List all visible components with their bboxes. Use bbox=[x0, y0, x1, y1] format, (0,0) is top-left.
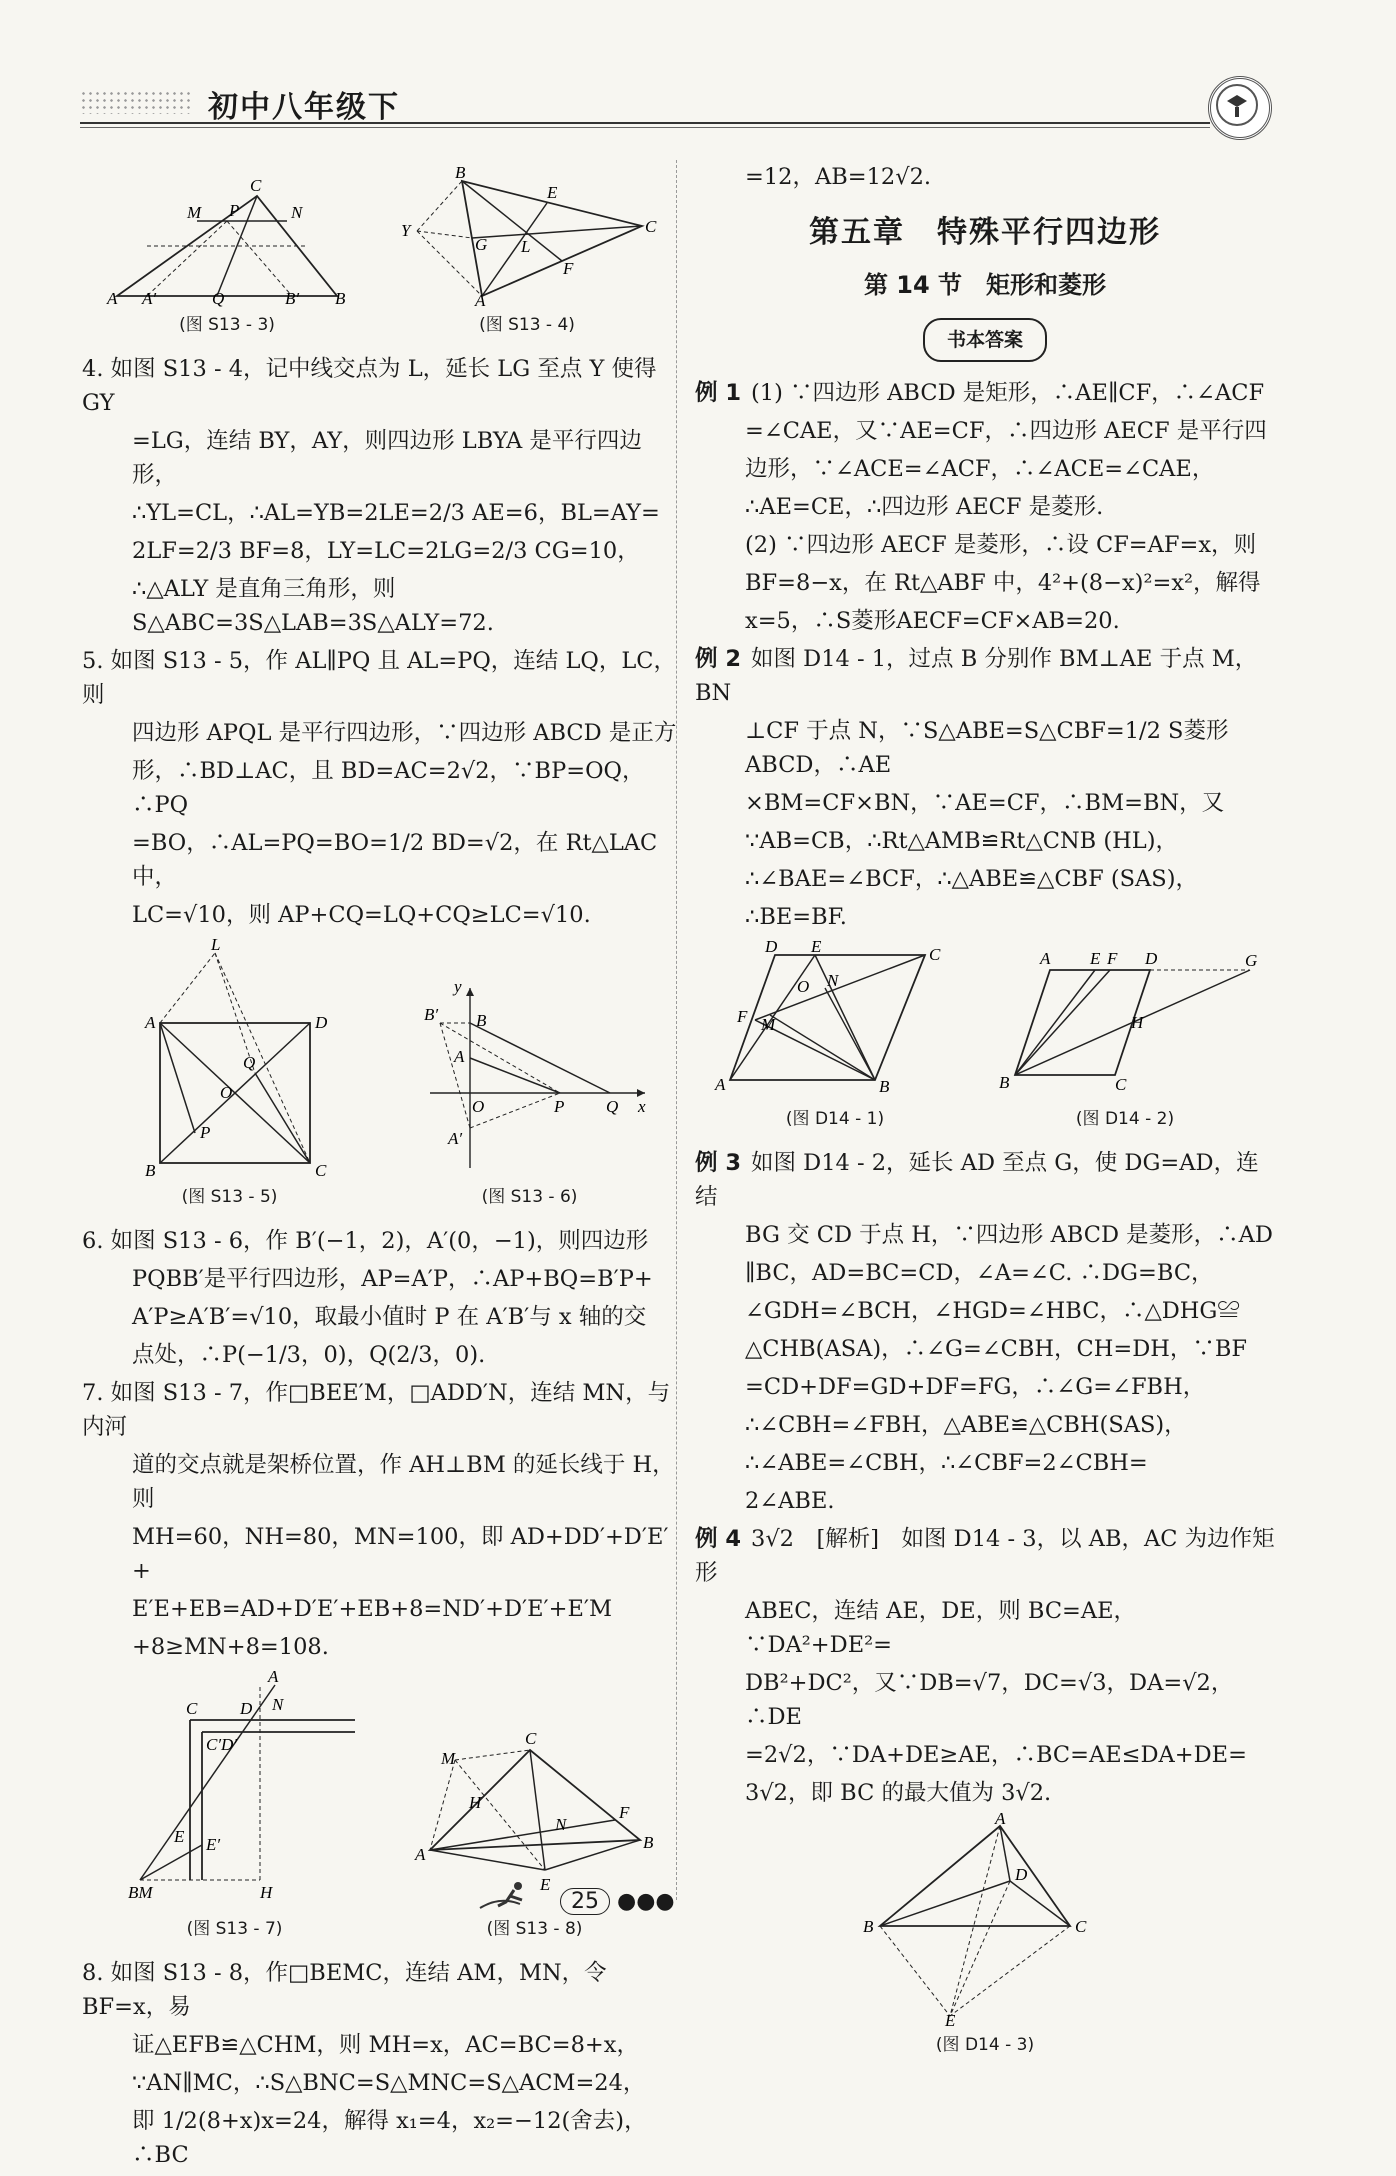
example-3-label: 例 3 bbox=[695, 1150, 741, 1176]
svg-text:D: D bbox=[765, 937, 778, 956]
answer-badge: 书本答案 bbox=[923, 318, 1047, 362]
answer-4-line: 4. 如图 S13 - 4，记中线交点为 L，延长 LG 至点 Y 使得 GY bbox=[82, 356, 657, 416]
emblem-icon bbox=[1208, 76, 1272, 140]
svg-text:H: H bbox=[1131, 1013, 1144, 1032]
answer-5-line: 形，∴BD⊥AC，且 BD=AC=2√2，∵BP=OQ，∴PQ bbox=[132, 758, 645, 818]
caption-d14-1: (图 D14 - 1) bbox=[785, 1109, 885, 1129]
svg-text:M: M bbox=[187, 203, 202, 222]
figure-s13-3 bbox=[107, 176, 347, 342]
page-number-value: 25 bbox=[560, 1888, 610, 1915]
svg-text:H: H bbox=[468, 1793, 481, 1812]
example-2-line: ×BM=CF×BN，∵AE=CF，∴BM=BN，又 bbox=[745, 790, 1225, 816]
svg-text:P: P bbox=[199, 1123, 210, 1142]
answer-4-line: =LG，连结 BY，AY，则四边形 LBYA 是平行四边形， bbox=[132, 428, 642, 488]
svg-text:O: O bbox=[797, 977, 810, 996]
svg-text:E′: E′ bbox=[205, 1835, 220, 1854]
svg-text:B: B bbox=[642, 1833, 653, 1852]
caption-s13-8: (图 S13 - 8) bbox=[486, 1919, 583, 1939]
example-3-line: ∠GDH=∠BCH，∠HGD=∠HBC，∴△DHG≌ bbox=[745, 1298, 1240, 1324]
svg-text:C′D′: C′D′ bbox=[205, 1735, 237, 1754]
svg-text:B: B bbox=[863, 1917, 874, 1936]
svg-text:N: N bbox=[827, 971, 839, 990]
svg-text:B: B bbox=[999, 1073, 1010, 1092]
answer-6-line: 6. 如图 S13 - 6，作 B′(−1，2)，A′(0，−1)，则四边形 bbox=[82, 1228, 649, 1254]
svg-text:F: F bbox=[1107, 949, 1118, 968]
answer-7-line: E′E+EB=AD+D′E′+EB+8=ND′+D′E′+E′M bbox=[132, 1596, 613, 1622]
figure-s13-5 bbox=[115, 935, 345, 1214]
example-4-label: 例 4 bbox=[695, 1526, 741, 1552]
example-3-line: ∴∠ABE=∠CBH，∴∠CBF=2∠CBH= bbox=[745, 1450, 1148, 1476]
svg-text:A: A bbox=[475, 291, 486, 310]
example-3-line: =CD+DF=GD+DF=FG，∴∠G=∠FBH， bbox=[745, 1374, 1206, 1400]
svg-text:D: D bbox=[1015, 1865, 1028, 1884]
answer-7-line: 7. 如图 S13 - 7，作□BEE′M，□ADD′N，连结 MN，与内河 bbox=[82, 1380, 671, 1440]
svg-text:B′: B′ bbox=[423, 1005, 438, 1024]
svg-text:E: E bbox=[1090, 949, 1101, 968]
answer-7 bbox=[82, 1376, 682, 1664]
caption-d14-3: (图 D14 - 3) bbox=[935, 2035, 1035, 2055]
svg-text:A: A bbox=[1040, 949, 1051, 968]
example-2-line: ∵AB=CB，∴Rt△AMB≌Rt△CNB (HL)， bbox=[745, 828, 1178, 854]
svg-text:O: O bbox=[219, 1083, 232, 1102]
svg-text:D: D bbox=[239, 1699, 252, 1718]
svg-text:x: x bbox=[637, 1097, 646, 1116]
svg-text:D: D bbox=[314, 1013, 327, 1032]
svg-text:C: C bbox=[929, 945, 941, 964]
svg-text:A: A bbox=[453, 1047, 464, 1066]
svg-text:C: C bbox=[1115, 1075, 1127, 1094]
svg-text:E: E bbox=[811, 937, 822, 956]
page-header bbox=[80, 78, 1260, 128]
example-4 bbox=[695, 1522, 1275, 1810]
svg-text:B: B bbox=[144, 1161, 155, 1180]
svg-text:A: A bbox=[715, 1075, 726, 1094]
svg-text:A: A bbox=[267, 1667, 278, 1686]
example-3-line: △CHB(ASA)，∴∠G=∠CBH，CH=DH，∵BF bbox=[745, 1336, 1248, 1362]
header-rule-thin bbox=[80, 127, 1210, 128]
figure-row-d14-3 bbox=[695, 1809, 1275, 2062]
example-3-line: 2∠ABE. bbox=[745, 1488, 835, 1514]
answer-8-line: 即 1/2(8+x)x=24，解得 x₁=4，x₂=−12(舍去)，∴BC bbox=[132, 2108, 647, 2168]
figure-s13-4 bbox=[397, 163, 657, 342]
svg-text:N: N bbox=[291, 203, 303, 222]
example-3 bbox=[695, 1146, 1275, 1518]
answer-8-line: 证△EFB≌△CHM，则 MH=x，AC=BC=8+x， bbox=[132, 2032, 639, 2058]
caption-s13-4: (图 S13 - 4) bbox=[479, 315, 575, 335]
svg-text:N: N bbox=[271, 1695, 283, 1714]
svg-text:L: L bbox=[210, 935, 220, 954]
continuation-line: =12，AB=12√2. bbox=[745, 164, 932, 190]
svg-text:H: H bbox=[259, 1883, 272, 1902]
svg-text:A: A bbox=[414, 1845, 425, 1864]
example-1-label: 例 1 bbox=[695, 380, 741, 406]
answer-8-line: 8. 如图 S13 - 8，作□BEMC，连结 AM，MN，令 BF=x，易 bbox=[82, 1960, 607, 2020]
figure-row-s13-5-6 bbox=[82, 935, 682, 1214]
answer-5-line: 四边形 APQL 是平行四边形，∵四边形 ABCD 是正方 bbox=[132, 720, 677, 746]
caption-s13-6: (图 S13 - 6) bbox=[481, 1187, 578, 1207]
example-2-line: 如图 D14 - 1，过点 B 分别作 BM⊥AE 于点 M，BN bbox=[695, 646, 1258, 706]
svg-text:B: B bbox=[475, 1011, 486, 1030]
example-3-line: BG 交 CD 于点 H，∵四边形 ABCD 是菱形，∴AD bbox=[745, 1222, 1273, 1248]
figure-d14-1 bbox=[715, 937, 955, 1136]
svg-text:Q: Q bbox=[242, 1053, 255, 1072]
svg-text:B: B bbox=[455, 163, 466, 182]
svg-text:M: M bbox=[761, 1015, 776, 1034]
svg-text:A′: A′ bbox=[142, 289, 157, 308]
svg-text:C: C bbox=[1075, 1917, 1087, 1936]
svg-text:G: G bbox=[475, 235, 488, 254]
svg-text:Y: Y bbox=[401, 221, 411, 240]
answer-7-line: +8≥MN+8=108. bbox=[132, 1634, 329, 1660]
answer-5-line: =BO，∴AL=PQ=BO=1/2 BD=√2，在 Rt△LAC 中， bbox=[132, 830, 658, 890]
example-1-line: =∠CAE，又∵AE=CF，∴四边形 AECF 是平行四 bbox=[745, 418, 1267, 444]
answer-6 bbox=[82, 1224, 682, 1372]
answer-4-line: 2LF=2/3 BF=8，LY=LC=2LG=2/3 CG=10， bbox=[132, 538, 640, 564]
answer-6-line: 点处，∴P(−1/3，0)，Q(2/3，0). bbox=[132, 1342, 486, 1368]
svg-text:Q: Q bbox=[605, 1097, 618, 1116]
left-column bbox=[82, 160, 682, 2176]
svg-text:F: F bbox=[737, 1007, 748, 1026]
example-4-line: =2√2，∵DA+DE≥AE，∴BC=AE≤DA+DE= bbox=[745, 1742, 1247, 1768]
svg-text:C: C bbox=[645, 217, 657, 236]
answer-4-line: ∴YL=CL，∴AL=YB=2LE=2/3 AE=6，BL=AY= bbox=[132, 500, 660, 526]
svg-text:E: E bbox=[539, 1875, 550, 1894]
figure-s13-6 bbox=[410, 978, 650, 1214]
example-4-line: DB²+DC²，又∵DB=√7，DC=√3，DA=√2，∴DE bbox=[745, 1670, 1234, 1730]
svg-text:E: E bbox=[945, 2011, 956, 2030]
figure-row-d14-1-2 bbox=[695, 937, 1275, 1136]
example-3-line: ∴∠CBH=∠FBH，△ABE≌△CBH(SAS)， bbox=[745, 1412, 1187, 1438]
svg-text:y: y bbox=[453, 977, 462, 996]
svg-text:F: F bbox=[563, 259, 574, 278]
example-3-line: ∥BC，AD=BC=CD，∠A=∠C. ∴DG=BC， bbox=[745, 1260, 1214, 1286]
caption-s13-3: (图 S13 - 3) bbox=[179, 315, 275, 335]
svg-text:BM: BM bbox=[127, 1883, 153, 1902]
svg-text:B: B bbox=[335, 289, 346, 308]
example-1-line: x=5，∴S菱形AECF=CF×AB=20. bbox=[745, 608, 1120, 634]
svg-text:P: P bbox=[229, 201, 240, 220]
answer-5-line: 5. 如图 S13 - 5，作 AL∥PQ 且 AL=PQ，连结 LQ，LC，则 bbox=[82, 648, 676, 708]
svg-text:C: C bbox=[314, 1161, 326, 1180]
answer-4-line: ∴△ALY 是直角三角形，则 S△ABC=3S△LAB=3S△ALY=72. bbox=[132, 576, 494, 636]
svg-text:B′: B′ bbox=[285, 289, 300, 308]
answer-5-line: LC=√10，则 AP+CQ=LQ+CQ≥LC=√10. bbox=[132, 902, 591, 928]
svg-text:A′: A′ bbox=[447, 1129, 462, 1148]
example-2-line: ∴BE=BF. bbox=[745, 904, 847, 930]
svg-text:Q: Q bbox=[212, 289, 225, 308]
example-3-line: 如图 D14 - 2，延长 AD 至点 G，使 DG=AD，连结 bbox=[695, 1150, 1259, 1210]
example-1-line: (2) ∵四边形 AECF 是菱形，∴设 CF=AF=x，则 bbox=[745, 532, 1257, 558]
example-2-line: ⊥CF 于点 N，∵S△ABE=S△CBF=1/2 S菱形ABCD，∴AE bbox=[745, 718, 1229, 778]
header-rule bbox=[80, 122, 1210, 124]
svg-text:C: C bbox=[250, 176, 262, 195]
right-column bbox=[695, 160, 1275, 2072]
svg-text:E: E bbox=[173, 1827, 184, 1846]
svg-text:A: A bbox=[144, 1013, 155, 1032]
answer-7-line: 道的交点就是架桥位置，作 AH⊥BM 的延长线于 H，则 bbox=[132, 1452, 675, 1512]
section-title: 第 14 节 矩形和菱形 bbox=[863, 271, 1107, 299]
answer-4 bbox=[82, 352, 682, 640]
svg-text:E: E bbox=[547, 183, 558, 202]
example-1-line: ∴AE=CE，∴四边形 AECF 是菱形. bbox=[745, 494, 1104, 520]
example-2-label: 例 2 bbox=[695, 646, 741, 672]
page-number: 25 ●●● bbox=[560, 1888, 675, 1915]
answer-8-line: ∵AN∥MC，∴S△BNC=S△MNC=S△ACM=24， bbox=[132, 2070, 646, 2096]
answer-6-line: PQBB′是平行四边形，AP=A′P，∴AP+BQ=B′P+ bbox=[132, 1266, 653, 1292]
answer-8 bbox=[82, 1956, 682, 2172]
figure-row-s13-3-4 bbox=[82, 163, 682, 342]
figure-d14-3 bbox=[855, 1809, 1115, 2062]
example-1-line: (1) ∵四边形 ABCD 是矩形，∴AE∥CF，∴∠ACF bbox=[751, 380, 1265, 406]
example-4-line: ABEC，连结 AE，DE，则 BC=AE，∵DA²+DE²= bbox=[745, 1598, 1137, 1658]
chapter-title: 第五章 特殊平行四边形 bbox=[809, 215, 1161, 250]
svg-text:D: D bbox=[1145, 949, 1158, 968]
example-4-line: 3√2，即 BC 的最大值为 3√2. bbox=[745, 1780, 1052, 1806]
header-dots bbox=[80, 90, 190, 114]
example-1-line: 边形，∵∠ACE=∠ACF，∴∠ACE=∠CAE， bbox=[745, 456, 1215, 482]
example-1-line: BF=8−x，在 Rt△ABF 中，4²+(8−x)²=x²，解得 bbox=[745, 570, 1261, 596]
svg-text:B: B bbox=[879, 1077, 890, 1096]
svg-text:A: A bbox=[995, 1809, 1006, 1828]
svg-text:F: F bbox=[618, 1803, 629, 1822]
svg-text:M: M bbox=[440, 1749, 455, 1768]
svg-text:A: A bbox=[107, 289, 118, 308]
answer-6-line: A′P≥A′B′=√10，取最小值时 P 在 A′B′与 x 轴的交 bbox=[132, 1304, 647, 1330]
figure-s13-7 bbox=[110, 1667, 360, 1946]
svg-text:P: P bbox=[553, 1097, 564, 1116]
svg-text:N: N bbox=[554, 1815, 566, 1834]
svg-text:C: C bbox=[524, 1729, 536, 1748]
figure-d14-2 bbox=[995, 949, 1258, 1136]
caption-d14-2: (图 D14 - 2) bbox=[1075, 1109, 1175, 1129]
svg-text:G: G bbox=[1245, 951, 1258, 970]
runner-logo-icon bbox=[470, 1876, 550, 1916]
example-2-line: ∴∠BAE=∠BCF，∴△ABE≌△CBF (SAS)， bbox=[745, 866, 1198, 892]
svg-text:O: O bbox=[471, 1097, 484, 1116]
example-2 bbox=[695, 642, 1275, 934]
svg-text:C: C bbox=[185, 1699, 197, 1718]
svg-text:L: L bbox=[521, 237, 531, 256]
header-title: 初中八年级下 bbox=[208, 90, 400, 125]
caption-s13-5: (图 S13 - 5) bbox=[181, 1187, 278, 1207]
example-4-line: 3√2 [解析] 如图 D14 - 3，以 AB，AC 为边作矩形 bbox=[695, 1526, 1275, 1586]
answer-7-line: MH=60，NH=80，MN=100，即 AD+DD′+D′E′+ bbox=[132, 1524, 669, 1584]
answer-5 bbox=[82, 644, 682, 932]
caption-s13-7: (图 S13 - 7) bbox=[186, 1919, 283, 1939]
example-1 bbox=[695, 376, 1275, 638]
